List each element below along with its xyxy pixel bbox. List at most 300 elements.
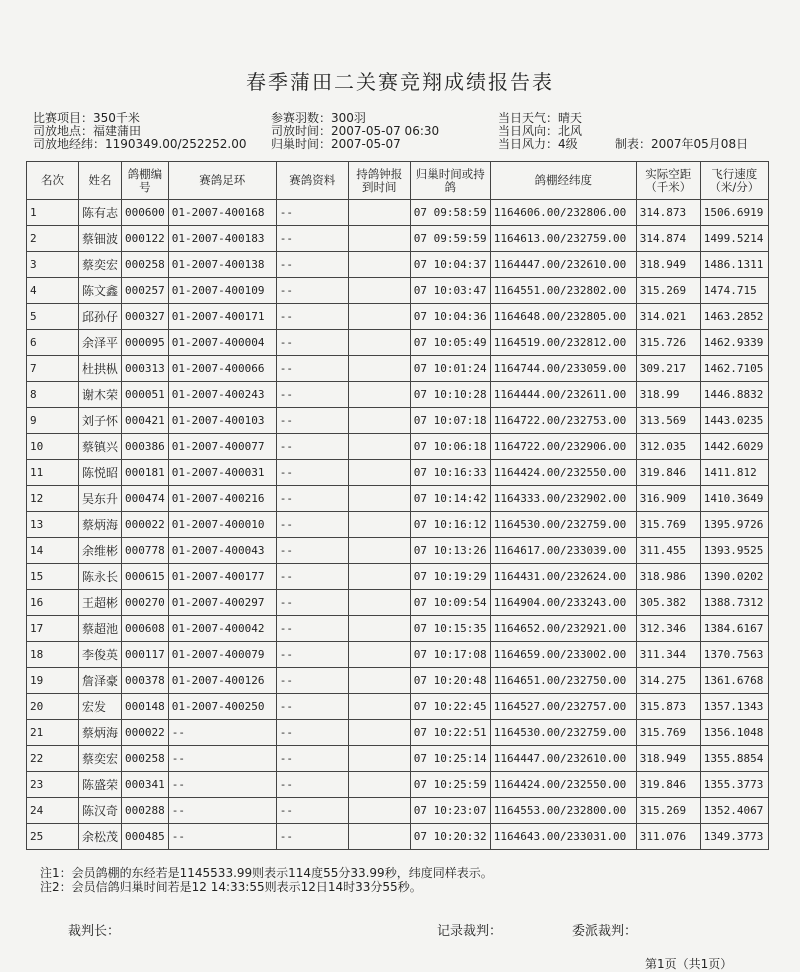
- table-row: [27, 746, 769, 772]
- cell-coordinates: 1164722.00/232906.00: [490, 434, 636, 460]
- cell-rank: 9: [27, 408, 79, 434]
- cell-distance: 315.769: [636, 720, 700, 746]
- report-title: 春季蒲田二关赛竞翔成绩报告表: [246, 70, 554, 94]
- cell-name: 陈永长: [79, 564, 122, 590]
- cell-ring: 01-2007-400010: [168, 512, 276, 538]
- cell-rank: 18: [27, 642, 79, 668]
- cell-ring: 01-2007-400138: [168, 252, 276, 278]
- cell-return-time: 07 10:09:54: [410, 590, 490, 616]
- cell-loft-id: 000485: [122, 824, 169, 850]
- cell-pigeon-info: --: [276, 746, 348, 772]
- cell-return-time: 07 09:58:59: [410, 200, 490, 226]
- cell-pigeon-info: --: [276, 382, 348, 408]
- cell-clock-time: [348, 668, 410, 694]
- cell-distance: 315.873: [636, 694, 700, 720]
- cell-clock-time: [348, 330, 410, 356]
- cell-name: 刘子怀: [79, 408, 122, 434]
- cell-clock-time: [348, 538, 410, 564]
- cell-rank: 3: [27, 252, 79, 278]
- cell-speed: 1395.9726: [700, 512, 768, 538]
- table-row: [27, 226, 769, 252]
- cell-name: 蔡炳海: [79, 720, 122, 746]
- cell-speed: 1393.9525: [700, 538, 768, 564]
- chief-judge-signature: 裁判长：: [68, 924, 121, 939]
- cell-clock-time: [348, 564, 410, 590]
- weather: 当日天气：晴天: [498, 111, 583, 125]
- cell-loft-id: 000778: [122, 538, 169, 564]
- release-location: 司放地点：福建蒲田: [33, 124, 142, 138]
- cell-clock-time: [348, 382, 410, 408]
- cell-coordinates: 1164447.00/232610.00: [490, 746, 636, 772]
- cell-rank: 14: [27, 538, 79, 564]
- cell-loft-id: 000615: [122, 564, 169, 590]
- cell-coordinates: 1164447.00/232610.00: [490, 252, 636, 278]
- cell-ring: 01-2007-400103: [168, 408, 276, 434]
- table-row: [27, 772, 769, 798]
- cell-coordinates: 1164613.00/232759.00: [490, 226, 636, 252]
- delegate-signature: 委派裁判：: [572, 924, 638, 939]
- cell-coordinates: 1164744.00/233059.00: [490, 356, 636, 382]
- cell-pigeon-info: --: [276, 226, 348, 252]
- cell-clock-time: [348, 616, 410, 642]
- cell-rank: 8: [27, 382, 79, 408]
- cell-ring: 01-2007-400031: [168, 460, 276, 486]
- cell-clock-time: [348, 460, 410, 486]
- cell-distance: 312.346: [636, 616, 700, 642]
- cell-clock-time: [348, 278, 410, 304]
- cell-clock-time: [348, 356, 410, 382]
- cell-clock-time: [348, 512, 410, 538]
- cell-return-time: 07 10:19:29: [410, 564, 490, 590]
- header-name: 姓名: [79, 162, 122, 200]
- cell-pigeon-info: --: [276, 824, 348, 850]
- entry-count: 参赛羽数：300羽: [271, 111, 366, 125]
- cell-loft-id: 000022: [122, 720, 169, 746]
- cell-distance: 314.873: [636, 200, 700, 226]
- notes: [40, 866, 493, 894]
- table-row: [27, 200, 769, 226]
- cell-rank: 22: [27, 746, 79, 772]
- cell-pigeon-info: --: [276, 486, 348, 512]
- table-row: [27, 694, 769, 720]
- return-date: 归巢时间：2007-05-07: [271, 137, 401, 151]
- cell-speed: 1355.3773: [700, 772, 768, 798]
- cell-clock-time: [348, 694, 410, 720]
- cell-coordinates: 1164617.00/233039.00: [490, 538, 636, 564]
- cell-ring: 01-2007-400004: [168, 330, 276, 356]
- cell-return-time: 07 10:22:45: [410, 694, 490, 720]
- cell-distance: 311.344: [636, 642, 700, 668]
- cell-distance: 311.455: [636, 538, 700, 564]
- header-rank: 名次: [27, 162, 79, 200]
- cell-name: 蔡奕宏: [79, 252, 122, 278]
- cell-distance: 314.275: [636, 668, 700, 694]
- cell-ring: --: [168, 772, 276, 798]
- table-header-row: [27, 162, 769, 200]
- cell-coordinates: 1164659.00/233002.00: [490, 642, 636, 668]
- cell-ring: 01-2007-400043: [168, 538, 276, 564]
- cell-pigeon-info: --: [276, 408, 348, 434]
- cell-name: 吴东升: [79, 486, 122, 512]
- cell-loft-id: 000257: [122, 278, 169, 304]
- cell-return-time: 07 10:05:49: [410, 330, 490, 356]
- recorder-signature: 记录裁判：: [437, 924, 503, 939]
- cell-loft-id: 000600: [122, 200, 169, 226]
- cell-name: 李俊英: [79, 642, 122, 668]
- cell-name: 陈悦昭: [79, 460, 122, 486]
- cell-distance: 318.99: [636, 382, 700, 408]
- cell-loft-id: 000386: [122, 434, 169, 460]
- cell-distance: 316.909: [636, 486, 700, 512]
- cell-name: 谢木荣: [79, 382, 122, 408]
- table-row: [27, 460, 769, 486]
- cell-return-time: 07 10:23:07: [410, 798, 490, 824]
- cell-speed: 1384.6167: [700, 616, 768, 642]
- cell-distance: 318.949: [636, 746, 700, 772]
- cell-coordinates: 1164431.00/232624.00: [490, 564, 636, 590]
- results-table: [26, 161, 769, 850]
- cell-ring: 01-2007-400077: [168, 434, 276, 460]
- cell-pigeon-info: --: [276, 798, 348, 824]
- cell-return-time: 07 10:07:18: [410, 408, 490, 434]
- cell-name: 蔡钿波: [79, 226, 122, 252]
- cell-return-time: 07 09:59:59: [410, 226, 490, 252]
- table-row: [27, 824, 769, 850]
- cell-loft-id: 000051: [122, 382, 169, 408]
- cell-name: 宏发: [79, 694, 122, 720]
- cell-name: 王超彬: [79, 590, 122, 616]
- cell-return-time: 07 10:25:59: [410, 772, 490, 798]
- cell-rank: 13: [27, 512, 79, 538]
- cell-return-time: 07 10:06:18: [410, 434, 490, 460]
- cell-name: 杜拱枞: [79, 356, 122, 382]
- cell-coordinates: 1164553.00/232800.00: [490, 798, 636, 824]
- cell-distance: 314.021: [636, 304, 700, 330]
- cell-loft-id: 000288: [122, 798, 169, 824]
- cell-ring: 01-2007-400168: [168, 200, 276, 226]
- cell-speed: 1357.1343: [700, 694, 768, 720]
- cell-name: 余松茂: [79, 824, 122, 850]
- cell-coordinates: 1164648.00/232805.00: [490, 304, 636, 330]
- header-distance: 实际空距（千米）: [636, 162, 700, 200]
- cell-pigeon-info: --: [276, 642, 348, 668]
- cell-speed: 1462.7105: [700, 356, 768, 382]
- cell-return-time: 07 10:16:12: [410, 512, 490, 538]
- cell-loft-id: 000095: [122, 330, 169, 356]
- cell-rank: 19: [27, 668, 79, 694]
- table-row: [27, 564, 769, 590]
- cell-coordinates: 1164527.00/232757.00: [490, 694, 636, 720]
- cell-loft-id: 000117: [122, 642, 169, 668]
- cell-name: 陈文鑫: [79, 278, 122, 304]
- cell-coordinates: 1164551.00/232802.00: [490, 278, 636, 304]
- note-1: 注1：会员鸽棚的东经若是1145533.99则表示114度55分33.99秒，纬度同样表示。: [40, 866, 493, 880]
- cell-pigeon-info: --: [276, 330, 348, 356]
- cell-loft-id: 000181: [122, 460, 169, 486]
- cell-rank: 7: [27, 356, 79, 382]
- cell-ring: 01-2007-400183: [168, 226, 276, 252]
- header-speed: 飞行速度（米/分）: [700, 162, 768, 200]
- cell-speed: 1356.1048: [700, 720, 768, 746]
- table-row: [27, 304, 769, 330]
- cell-distance: 305.382: [636, 590, 700, 616]
- cell-speed: 1462.9339: [700, 330, 768, 356]
- cell-name: 陈汉奇: [79, 798, 122, 824]
- cell-loft-id: 000258: [122, 746, 169, 772]
- cell-ring: --: [168, 720, 276, 746]
- table-row: [27, 408, 769, 434]
- page-number: 第1页（共1页）: [645, 957, 733, 971]
- cell-speed: 1355.8854: [700, 746, 768, 772]
- cell-name: 余维彬: [79, 538, 122, 564]
- cell-coordinates: 1164530.00/232759.00: [490, 512, 636, 538]
- cell-return-time: 07 10:20:48: [410, 668, 490, 694]
- cell-coordinates: 1164652.00/232921.00: [490, 616, 636, 642]
- cell-name: 余泽平: [79, 330, 122, 356]
- cell-pigeon-info: --: [276, 694, 348, 720]
- cell-ring: 01-2007-400216: [168, 486, 276, 512]
- cell-rank: 21: [27, 720, 79, 746]
- cell-return-time: 07 10:22:51: [410, 720, 490, 746]
- cell-return-time: 07 10:04:36: [410, 304, 490, 330]
- cell-clock-time: [348, 642, 410, 668]
- cell-coordinates: 1164519.00/232812.00: [490, 330, 636, 356]
- table-row: [27, 590, 769, 616]
- cell-coordinates: 1164333.00/232902.00: [490, 486, 636, 512]
- header-loft-id: 鸽棚编号: [122, 162, 169, 200]
- cell-distance: 313.569: [636, 408, 700, 434]
- cell-distance: 315.269: [636, 798, 700, 824]
- cell-ring: 01-2007-400297: [168, 590, 276, 616]
- cell-ring: 01-2007-400250: [168, 694, 276, 720]
- cell-rank: 12: [27, 486, 79, 512]
- header-pigeon-info: 赛鸽资料: [276, 162, 348, 200]
- cell-rank: 24: [27, 798, 79, 824]
- cell-name: 陈盛荣: [79, 772, 122, 798]
- cell-rank: 15: [27, 564, 79, 590]
- cell-name: 陈有志: [79, 200, 122, 226]
- cell-distance: 319.846: [636, 460, 700, 486]
- cell-coordinates: 1164643.00/233031.00: [490, 824, 636, 850]
- cell-return-time: 07 10:14:42: [410, 486, 490, 512]
- cell-speed: 1486.1311: [700, 252, 768, 278]
- cell-clock-time: [348, 486, 410, 512]
- cell-rank: 4: [27, 278, 79, 304]
- cell-pigeon-info: --: [276, 200, 348, 226]
- table-row: [27, 382, 769, 408]
- cell-loft-id: 000474: [122, 486, 169, 512]
- cell-speed: 1349.3773: [700, 824, 768, 850]
- cell-rank: 17: [27, 616, 79, 642]
- cell-loft-id: 000270: [122, 590, 169, 616]
- cell-name: 蔡奕宏: [79, 746, 122, 772]
- cell-name: 邱孙仔: [79, 304, 122, 330]
- cell-coordinates: 1164722.00/232753.00: [490, 408, 636, 434]
- info-column-2: [271, 112, 439, 151]
- cell-return-time: 07 10:04:37: [410, 252, 490, 278]
- cell-loft-id: 000313: [122, 356, 169, 382]
- table-row: [27, 486, 769, 512]
- header-coordinates: 鸽棚经纬度: [490, 162, 636, 200]
- cell-pigeon-info: --: [276, 590, 348, 616]
- cell-return-time: 07 10:17:08: [410, 642, 490, 668]
- cell-return-time: 07 10:10:28: [410, 382, 490, 408]
- cell-coordinates: 1164424.00/232550.00: [490, 460, 636, 486]
- cell-clock-time: [348, 200, 410, 226]
- cell-clock-time: [348, 408, 410, 434]
- cell-pigeon-info: --: [276, 356, 348, 382]
- cell-name: 蔡炳海: [79, 512, 122, 538]
- cell-pigeon-info: --: [276, 772, 348, 798]
- cell-speed: 1361.6768: [700, 668, 768, 694]
- cell-loft-id: 000341: [122, 772, 169, 798]
- cell-return-time: 07 10:25:14: [410, 746, 490, 772]
- cell-return-time: 07 10:13:26: [410, 538, 490, 564]
- cell-loft-id: 000608: [122, 616, 169, 642]
- cell-pigeon-info: --: [276, 252, 348, 278]
- header-ring: 赛鸽足环: [168, 162, 276, 200]
- table-row: [27, 356, 769, 382]
- cell-pigeon-info: --: [276, 668, 348, 694]
- cell-ring: 01-2007-400243: [168, 382, 276, 408]
- cell-name: 蔡镇兴: [79, 434, 122, 460]
- wind-direction: 当日风向：北风: [498, 124, 583, 138]
- cell-clock-time: [348, 590, 410, 616]
- cell-distance: 318.986: [636, 564, 700, 590]
- cell-rank: 10: [27, 434, 79, 460]
- cell-ring: --: [168, 798, 276, 824]
- cell-pigeon-info: --: [276, 460, 348, 486]
- cell-return-time: 07 10:15:35: [410, 616, 490, 642]
- cell-ring: 01-2007-400066: [168, 356, 276, 382]
- cell-rank: 6: [27, 330, 79, 356]
- table-row: [27, 330, 769, 356]
- cell-distance: 315.726: [636, 330, 700, 356]
- cell-speed: 1443.0235: [700, 408, 768, 434]
- header-return-time: 归巢时间或持鸽: [410, 162, 490, 200]
- cell-clock-time: [348, 226, 410, 252]
- cell-ring: 01-2007-400171: [168, 304, 276, 330]
- cell-clock-time: [348, 252, 410, 278]
- note-2: 注2：会员信鸽归巢时间若是12 14:33:55则表示12日14时33分55秒。: [40, 880, 422, 894]
- cell-distance: 318.949: [636, 252, 700, 278]
- release-time: 司放时间：2007-05-07 06:30: [271, 124, 440, 138]
- cell-speed: 1370.7563: [700, 642, 768, 668]
- release-coordinates: 司放地经纬：1190349.00/252252.00: [33, 137, 247, 151]
- cell-distance: 311.076: [636, 824, 700, 850]
- cell-return-time: 07 10:03:47: [410, 278, 490, 304]
- cell-coordinates: 1164651.00/232750.00: [490, 668, 636, 694]
- table-row: [27, 668, 769, 694]
- cell-coordinates: 1164606.00/232806.00: [490, 200, 636, 226]
- cell-clock-time: [348, 304, 410, 330]
- cell-pigeon-info: --: [276, 616, 348, 642]
- cell-return-time: 07 10:01:24: [410, 356, 490, 382]
- cell-coordinates: 1164530.00/232759.00: [490, 720, 636, 746]
- cell-loft-id: 000421: [122, 408, 169, 434]
- cell-pigeon-info: --: [276, 434, 348, 460]
- cell-clock-time: [348, 798, 410, 824]
- cell-coordinates: 1164424.00/232550.00: [490, 772, 636, 798]
- cell-rank: 1: [27, 200, 79, 226]
- cell-return-time: 07 10:16:33: [410, 460, 490, 486]
- table-row: [27, 252, 769, 278]
- cell-loft-id: 000122: [122, 226, 169, 252]
- cell-distance: 315.269: [636, 278, 700, 304]
- cell-speed: 1388.7312: [700, 590, 768, 616]
- cell-clock-time: [348, 824, 410, 850]
- cell-return-time: 07 10:20:32: [410, 824, 490, 850]
- cell-coordinates: 1164904.00/233243.00: [490, 590, 636, 616]
- made-date: 制表：2007年05月08日: [615, 137, 749, 151]
- cell-rank: 5: [27, 304, 79, 330]
- cell-speed: 1463.2852: [700, 304, 768, 330]
- info-column-3: [498, 112, 582, 151]
- cell-ring: --: [168, 824, 276, 850]
- cell-speed: 1506.6919: [700, 200, 768, 226]
- wind-force: 当日风力：4级: [498, 137, 578, 151]
- cell-speed: 1390.0202: [700, 564, 768, 590]
- cell-pigeon-info: --: [276, 304, 348, 330]
- cell-loft-id: 000327: [122, 304, 169, 330]
- cell-distance: 319.846: [636, 772, 700, 798]
- cell-speed: 1411.812: [700, 460, 768, 486]
- cell-ring: 01-2007-400109: [168, 278, 276, 304]
- table-row: [27, 278, 769, 304]
- header-clock-time: 持鸽钟报到时间: [348, 162, 410, 200]
- cell-clock-time: [348, 720, 410, 746]
- cell-ring: 01-2007-400177: [168, 564, 276, 590]
- cell-speed: 1446.8832: [700, 382, 768, 408]
- cell-speed: 1474.715: [700, 278, 768, 304]
- cell-clock-time: [348, 746, 410, 772]
- cell-ring: 01-2007-400126: [168, 668, 276, 694]
- cell-speed: 1352.4067: [700, 798, 768, 824]
- cell-rank: 11: [27, 460, 79, 486]
- cell-distance: 309.217: [636, 356, 700, 382]
- cell-clock-time: [348, 772, 410, 798]
- cell-name: 蔡超池: [79, 616, 122, 642]
- cell-distance: 315.769: [636, 512, 700, 538]
- table-row: [27, 512, 769, 538]
- cell-pigeon-info: --: [276, 720, 348, 746]
- cell-ring: --: [168, 746, 276, 772]
- cell-rank: 2: [27, 226, 79, 252]
- table-row: [27, 616, 769, 642]
- cell-clock-time: [348, 434, 410, 460]
- cell-speed: 1499.5214: [700, 226, 768, 252]
- cell-speed: 1410.3649: [700, 486, 768, 512]
- cell-loft-id: 000258: [122, 252, 169, 278]
- cell-ring: 01-2007-400079: [168, 642, 276, 668]
- cell-rank: 20: [27, 694, 79, 720]
- table-row: [27, 538, 769, 564]
- cell-pigeon-info: --: [276, 512, 348, 538]
- cell-coordinates: 1164444.00/232611.00: [490, 382, 636, 408]
- cell-rank: 16: [27, 590, 79, 616]
- cell-distance: 312.035: [636, 434, 700, 460]
- cell-pigeon-info: --: [276, 278, 348, 304]
- table-row: [27, 642, 769, 668]
- cell-loft-id: 000148: [122, 694, 169, 720]
- cell-loft-id: 000022: [122, 512, 169, 538]
- race-distance: 比赛项目：350千米: [33, 111, 140, 125]
- cell-rank: 25: [27, 824, 79, 850]
- info-column-1: [33, 112, 246, 151]
- cell-rank: 23: [27, 772, 79, 798]
- cell-name: 詹泽豪: [79, 668, 122, 694]
- cell-loft-id: 000378: [122, 668, 169, 694]
